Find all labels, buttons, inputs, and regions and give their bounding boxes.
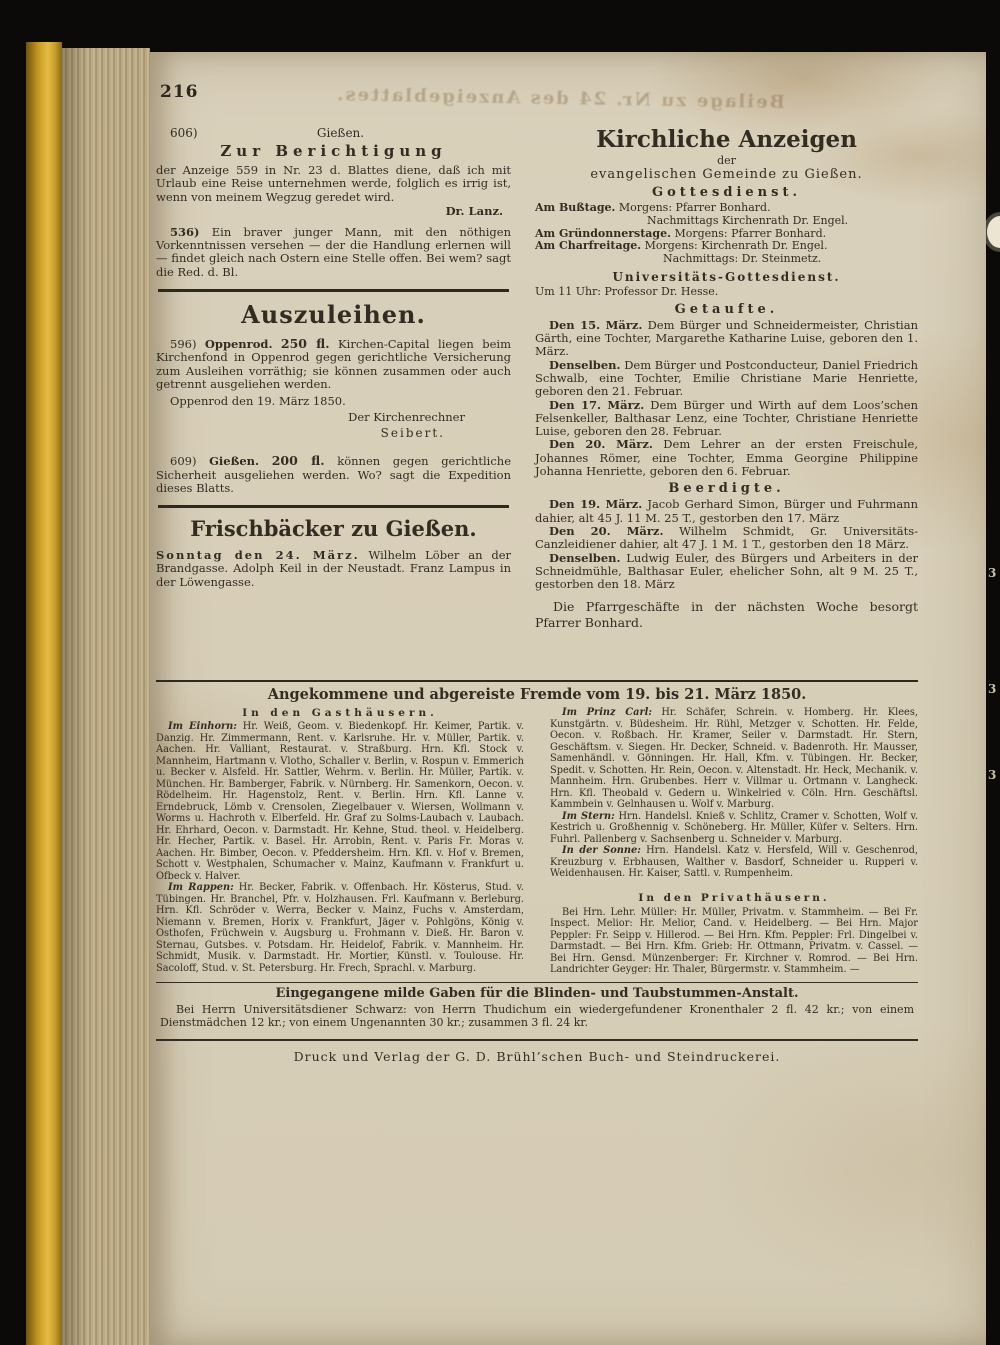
notice-596-date: Oppenrod den 19. März 1850. [170, 394, 346, 409]
university-service-line: Um 11 Uhr: Professor Dr. Hesse. [535, 284, 719, 298]
service-line: Nachmittags Kirchenrath Dr. Engel. [647, 213, 849, 227]
baptism-entry: Den 20. März. Dem Lehrer an der ersten Freischule, Johannes Römer, eine Tochter, Emma Georgine Philippine Johanna Henriette, geboren den 6. Februar. [535, 437, 919, 479]
guesthouse-sonne: In der Sonne: Hrn. Handelsl. Katz v. Hersfeld, Will v. Geschenrod, Kreuzburg v. Erbhausen, Walther v. Basdorf, Schneider u. Rupperi v. Weidenhausen. Hr. Kaiser, Sattl. v. Rumpenheim. [550, 845, 918, 879]
guesthouse-einhorn: Im Einhorn: Hr. Weiß, Geom. v. Biedenkopf. Hr. Keimer, Partik. v. Danzig. Hr. Zimmermann, Rent. v. Karlsruhe. Hr. v. Müller, Partik. v. Aachen. Hr. Valliant, Restaurat. v. Straßburg. Hrn. Kfl. Stock v. Mannheim, Hartmann v. Vlotho, Schaller v. Berlin, v. Rospun v. Emmerich u. Becker v. Alsfeld. Hr. Sattler, Wehrm. v. Berlin. Hr. Müller, Partik. v. München. Hr. Bamberger, Fabrik. v. Nürnberg. Hr. Samenkorn, Oecon. v. Rödelheim. Hr. Hagenstolz, Rent. v. Berlin. Hrn. Kfl. Lanne v. Erndebruck, Lömb v. Crensolen, Ziegelbauer v. Wiersen, Wollmann v. Worms u. Hachroth v. Elberfeld. Hr. Graf zu Solms-Laubach v. Laubach. Hr. Ehrhard, Oecon. v. Darmstadt. Hr. Kehne, Stud. theol. v. Heidelberg. Hr. Hecher, Partik. v. Basel. Hr. Arrobin, Rent. v. Paris Fr. Moras v. Aachen. Hr. Bimber, Oecon. v. Pfeddersheim. Hrn. Kfl. v. Hof v. Bremen, Schott v. Westphalen, Schumacher v. Mainz, Kaufmann v. Frankfurt u. Ofbeck v. Halver. [156, 721, 525, 882]
donations-heading: Eingegangene milde Gaben für die Blinden- und Taubstummen-Anstalt. [275, 986, 799, 1001]
bakers-heading: Frischbäcker zu Gießen. [190, 516, 477, 542]
guesthouse-stern: Im Stern: Hrn. Handelsl. Knieß v. Schlitz, Cramer v. Schotten, Wolf v. Kestrich u. Großhennig v. Schöneberg. Hr. Müller, Küfer v. Selters. Hrn. Fuhrl. Pallenberg v. Sachsenberg u. Schneider v. Marburg. [550, 810, 918, 845]
book-page-edges [62, 48, 150, 1345]
notice-606-body: der Anzeige 559 in Nr. 23 d. Blattes diene, daß ich mit Urlaub eine Reise unternehmen werde, folglich es irrig ist, wenn von meinem Wegzug geredet wird. [156, 163, 511, 204]
loans-heading: Auszuleihen. [241, 300, 426, 330]
page-content [156, 82, 918, 1064]
notice-606-signature: Dr. Lanz. [445, 203, 503, 218]
section-rule [156, 680, 918, 682]
bakers-notice: Sonntag den 24. März. Wilhelm Löber an der Brandgasse. Adolph Keil in der Neustadt. Franz Lampus in der Löwengasse. [156, 548, 512, 589]
church-announcements-heading: Kirchliche Anzeigen [596, 126, 857, 153]
page-number: 216 [160, 82, 199, 102]
strangers-heading: Angekommene und abgereiste Fremde vom 19. bis 21. März 1850. [267, 686, 807, 703]
guesthouses-heading: In den Gasthäusern. [242, 707, 438, 719]
notice-place: Gießen. [316, 126, 365, 140]
section-rule [158, 505, 509, 508]
notice-609: 609) Gießen. 200 fl. können gegen gerichtliche Sicherheit ausgeliehen werden. Wo? sagt die Expedition dieses Blatts. [156, 453, 512, 495]
church-subtitle-1: der [717, 154, 736, 167]
church-subtitle-2: evangelischen Gemeinde zu Gießen. [590, 167, 863, 182]
left-column [156, 126, 511, 589]
page-edge-artifact: 3 [988, 768, 997, 782]
section-rule [156, 1039, 918, 1041]
baptism-entry: Denselben. Dem Bürger und Postconducteur, Daniel Friedrich Schwalb, eine Tochter, Emilie Christiane Marie Henriette, geboren den 21. Februar. [535, 357, 919, 399]
university-service-heading: Universitäts-Gottesdienst. [612, 269, 841, 284]
buried-heading: Beerdigte. [668, 481, 785, 497]
burial-entry: Denselben. Ludwig Euler, des Bürgers und Arbeiters in der Schneidmühle, Balthasar Euler, ehelicher Sohn, alt 9 M. 25 T., gestorben den 18. März [535, 550, 919, 592]
spacer [156, 440, 511, 454]
correction-heading: Zur Berichtigung [220, 142, 447, 160]
service-line: Am Gründonnerstage. Morgens: Pfarrer Bonhard. [535, 226, 827, 240]
page-edge-artifact: 3 [988, 682, 997, 696]
baptism-entry: Den 15. März. Dem Bürger und Schneidermeister, Christian Gärth, eine Tochter, Margarethe Katharine Luise, geboren den 1. März. [535, 317, 919, 359]
burial-entry: Den 20. März. Wilhelm Schmidt, Gr. Universitäts-Canzleidiener dahier, alt 47 J. 1 M. 1 T., gestorben den 18 März. [535, 523, 918, 552]
burial-entry: Den 19. März. Jacob Gerhard Simon, Bürger und Fuhrmann dahier, alt 45 J. 11 M. 25 T., gestorben den 17. März [535, 497, 918, 525]
parish-closing-note: Die Pfarrgeschäfte in der nächsten Woche besorgt Pfarrer Bonhard. [535, 599, 918, 630]
strangers-columns [156, 707, 918, 976]
private-houses-list: Bei Hrn. Lehr. Müller: Hr. Müller, Privatm. v. Stammheim. — Bei Fr. Inspect. Melior: Hr. Melior, Cand. v. Heidelberg. — Bei Hrn. Major Peppler: Fr. Seipp v. Hillerod. — Bei Hrn. Kfm. Peppler: Frl. Dingelbei v. Darmstadt. — Bei Hrn. Kfm. Grieb: Hr. Ottmann, Privatm. v. Cassel. — Bei Hrn. Gensd. Münzenberger: Fr. Kirchner v. Romrod. — Bei Hrn. Landrichter Geyger: Hr. Thaler, Bürgermstr. v. Stammheim. — [550, 906, 918, 975]
right-column [535, 126, 918, 630]
notice-596-role: Der Kirchenrechner [348, 410, 465, 425]
service-heading: Gottesdienst. [652, 185, 801, 200]
strangers-left-column [156, 707, 524, 976]
page-edge-artifact: 3 [988, 566, 997, 580]
notice-606-header [156, 126, 511, 140]
newspaper-page [150, 52, 986, 1345]
bleed-through-text: Beilage zu Nr. 24 des Anzeigeblattes. [335, 84, 785, 113]
section-rule [156, 982, 918, 984]
service-line: Am Bußtage. Morgens: Pfarrer Bonhard. [535, 201, 771, 214]
baptized-heading: Getaufte. [674, 301, 779, 317]
section-rule [158, 289, 509, 292]
notice-596-name: Seibert. [380, 426, 445, 441]
imprint-line: Druck und Verlag der G. D. Brühl’schen Buch- und Steindruckerei. [293, 1048, 781, 1064]
two-column-area [156, 126, 918, 674]
strangers-right-column [550, 707, 918, 976]
guesthouse-prinz-carl: Im Prinz Carl: Hr. Schäfer, Schrein. v. Homberg. Hr. Klees, Kunstgärtn. v. Büdesheim. Hr. Rühl, Metzger v. Schotten. Hr. Felde, Oecon. v. Roßbach. Hr. Kramer, Seiler v. Darmstadt. Hr. Stern, Geschäftsm. v. Siegen. Hr. Decker, Schneid. v. Badenroth. Hr. Mausser, Samenhändl. v. Gönningen. Hr. Hall, Kfm. v. Tübingen. Hr. Becker, Spedit. v. Schotten. Hr. Rein, Oecon. v. Altenstadt. Hr. Heck, Mechanik. v. Mannheim. Hrn. Grubenbes. Herr v. Villmar u. Ortmann v. Langheck. Hrn. Kfl. Theobald v. Gedern u. Winkelried v. Cöln. Hrn. Geschäftsl. Kammbein v. Gelnhausen u. Wolf v. Marburg. [550, 707, 918, 810]
notice-536: 536) Ein braver junger Mann, mit den nöthigen Vorkenntnissen versehen — der die Handlung erlernen will — findet gleich nach Ostern eine Stelle offen. Bei wem? sagt die Red. d. Bl. [156, 224, 511, 279]
service-line: Nachmittags: Dr. Steinmetz. [663, 252, 822, 266]
notice-number: 606) [170, 126, 198, 140]
baptism-entry: Den 17. März. Dem Bürger und Wirth auf dem Loos’schen Felsenkeller, Balthasar Lenz, eine Tochter, Christiane Henriette Luise, geboren den 28. Februar. [535, 397, 918, 439]
notice-596: 596) Oppenrod. 250 fl. Kirchen-Capital liegen beim Kirchenfond in Oppenrod gegen gerichtliche Versicherung zum Ausleihen vorräthig; sie können zusammen oder auch getrennt ausgeliehen werden. [156, 336, 511, 391]
private-houses-heading: In den Privathäusern. [638, 891, 830, 904]
service-line: Am Charfreitage. Morgens: Kirchenrath Dr. Engel. [535, 239, 828, 253]
book-edge-yellow-strip [26, 42, 62, 1345]
guesthouse-rappen: Im Rappen: Hr. Becker, Fabrik. v. Offenbach. Hr. Kösterus, Stud. v. Tübingen. Hr. Branchel, Pfr. v. Holzhausen. Frl. Kaufmann v. Berleburg. Hrn. Kfl. Schröder v. Werra, Becker v. Mainz, Fuchs v. Amsterdam, Niemann v. Bremen, Horix v. Frankfurt, Jäger v. Pohlgöns, König v. Osthofen, Früchwein v. Augsburg u. Frohmann v. Dieß. Hr. Baron v. Sternau, Gutsbes. v. Potsdam. Hr. Heidelof, Fabrik. v. Mannheim. Hr. Schmidt, Musik. v. Darmstadt. Hr. Mortier, Künstl. v. Toulouse. Hr. Sacoloff, Stud. v. St. Petersburg. Hr. Frech, Sprachl. v. Marburg. [156, 882, 525, 974]
donations-body: Bei Herrn Universitätsdiener Schwarz: von Herrn Thudichum ein wiedergefundener Kronenthaler 2 fl. 42 kr.; von einem Dienstmädchen 12 kr.; von einem Ungenannten 30 kr.; zusammen 3 fl. 24 kr. [160, 1003, 914, 1029]
